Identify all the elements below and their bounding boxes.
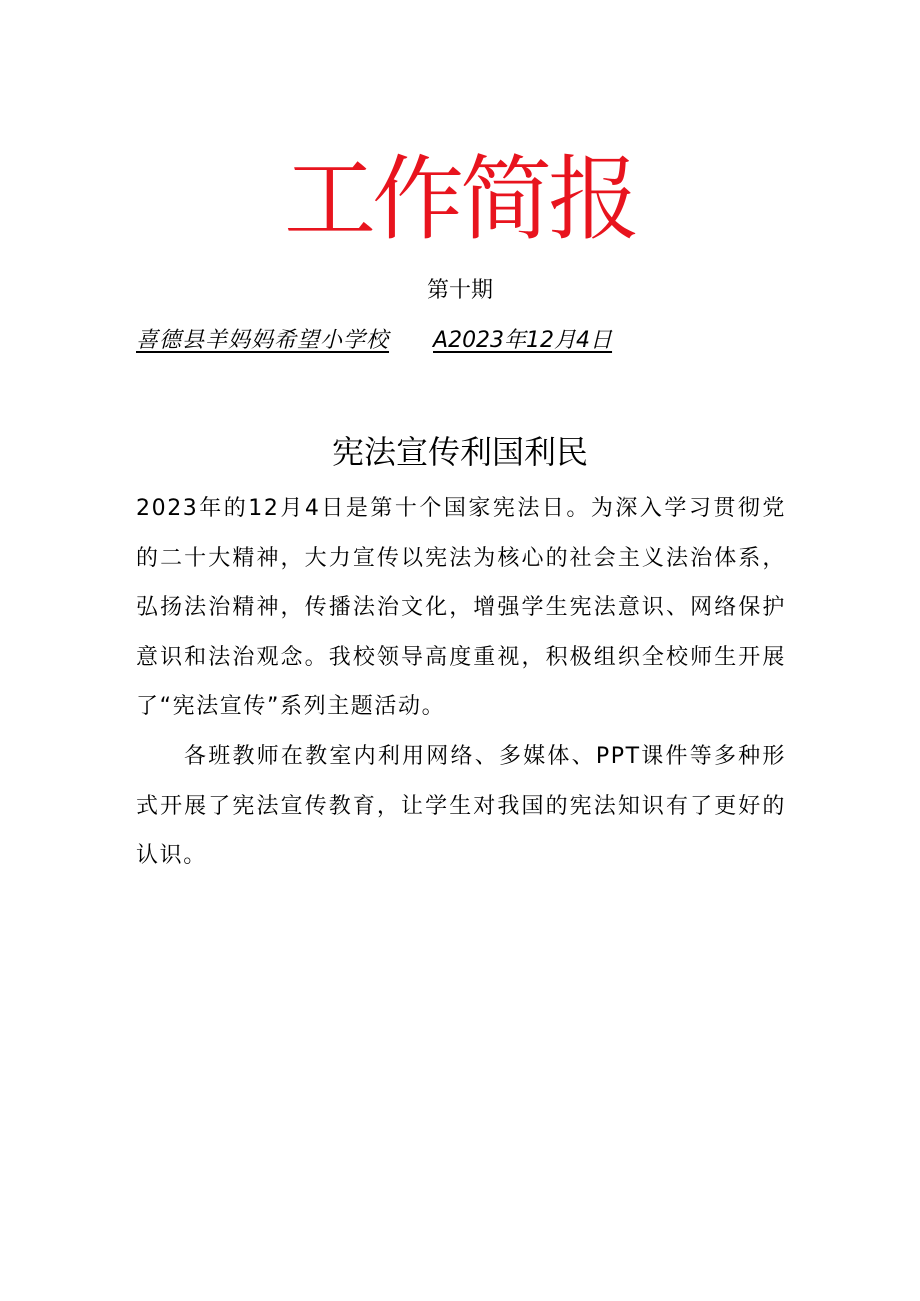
article-title: 宪法宣传利国利民 <box>331 433 588 471</box>
article-body <box>136 484 786 881</box>
publisher-info-line <box>136 326 612 356</box>
issue-date: A2023年12月4日 <box>433 328 613 353</box>
article-paragraph-1: 2023年的12月4日是第十个国家宪法日。为深入学习贯彻党的二十大精神，大力宣传以宪法为核心的社会主义法治体系，弘扬法治精神，传播法治文化，增强学生宪法意识、网络保护意识和法治观念。我校领导高度重视，积极组织全校师生开展了“宪法宣传”系列主题活动。 <box>136 496 786 720</box>
school-name: 喜德县羊妈妈希望小学校 <box>136 328 390 353</box>
article-paragraph-2: 各班教师在教室内利用网络、多媒体、PPT课件等多种形式开展了宪法宣传教育，让学生对我国的宪法知识有了更好的认识。 <box>136 743 786 869</box>
issue-number: 第十期 <box>426 278 493 303</box>
masthead-title: 工作简报 <box>283 146 636 253</box>
